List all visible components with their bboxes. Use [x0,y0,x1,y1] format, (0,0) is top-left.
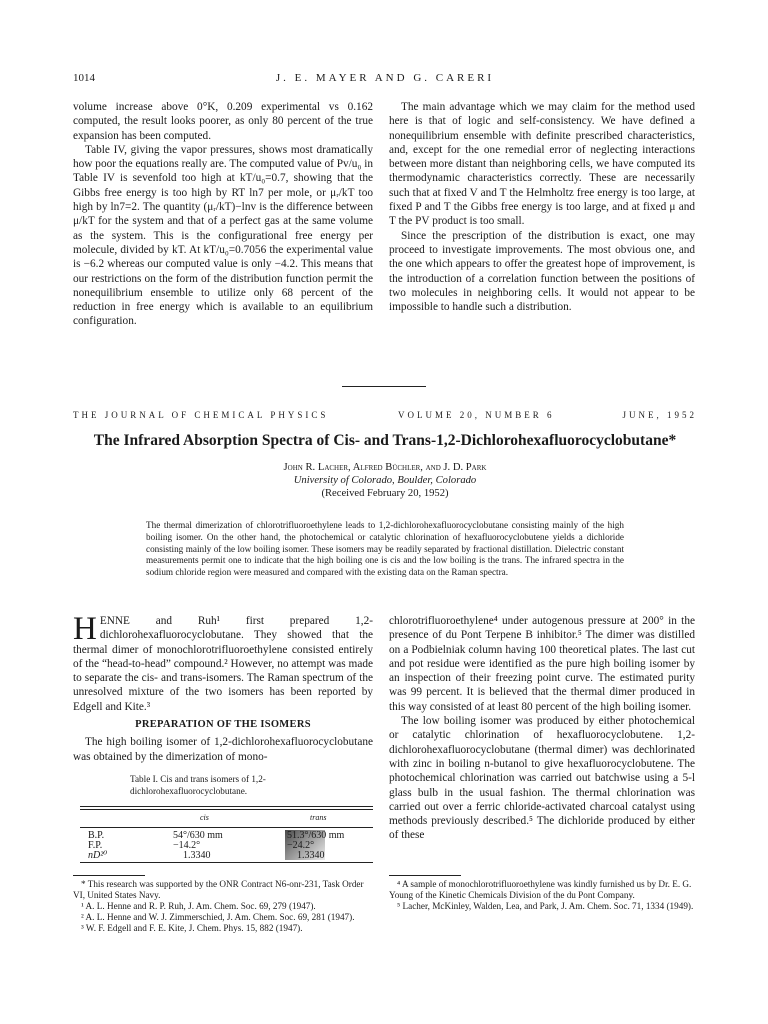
article-separator-rule [342,386,426,387]
table-header-trans: trans [310,813,327,822]
table-row-label: nD²⁰ [88,850,108,861]
previous-article-left-column [73,100,373,329]
journal-volume: VOLUME 20, NUMBER 6 [398,410,555,420]
table-cell: 51.3°/630 mm [287,830,345,841]
drop-cap: H [73,611,97,647]
journal-date: JUNE, 1952 [622,410,697,420]
paragraph: The low boiling isomer was produced by either photochemical or catalytic chlorination of hexafluorocyclobutene. 1,2-dichlorohexafluorocyclobutane (thermal dimer) was dechlorinated with zinc in boiling n-butanol to give hexafluorocyclobutene. The photochemical chlorination was carried out batchwise using a 5-l glass bulb in the usual fashion. The thermal chlorination was carried out over a ferric chloride-activated charcoal catalyst using methods previously described.⁵ The dichloride produced by either of these [389,715,695,842]
running-head-authors: J. E. MAYER AND G. CARERI [275,72,495,84]
journal-name: THE JOURNAL OF CHEMICAL PHYSICS [73,410,329,420]
byline [73,461,697,500]
table-header-cis: cis [200,813,209,822]
table-rule [80,827,373,828]
footnote: ¹ A. L. Henne and R. P. Ruh, J. Am. Chem. Soc. 69, 279 (1947). [81,901,316,911]
paragraph: volume increase above 0°K, 0.209 experimental vs 0.162 computed, the result looks poorer, as only 80 percent of the true expansion has been computed. [73,101,373,142]
body-right-column [389,614,695,843]
footnote-rule [73,875,145,876]
received-date: (Received February 20, 1952) [321,488,449,499]
intro-text: ENNE and Ruh¹ first prepared 1,2-dichlorohexafluorocyclobutane. They showed that the thermal dimer of monochlorotrifluoroethylene consisted entirely of the “head-to-head” compound.² However, no attempt was made to separate the cis- and trans-isomers. The Raman spectrum of the unresolved mixture of the two isomers has been reported by Edgell and Kite.³ [73,615,373,713]
footnotes-left [73,879,373,934]
article-authors: John R. Lacher, Alfred Büchler, and J. D. Park [283,462,487,473]
article-title: The Infrared Absorption Spectra of Cis- and Trans-1,2-Dichlorohexafluorocyclobutane* [93,432,677,449]
table-row-label: B.P. [88,830,105,841]
table-rule [80,862,373,863]
footnote: ⁵ Lacher, McKinley, Walden, Lea, and Park, J. Am. Chem. Soc. 71, 1334 (1949). [397,901,694,911]
table-rule [80,806,373,807]
paragraph: Table IV, giving the vapor pressures, shows most dramatically how poor the equations really are. The computed value of Pv/u₀ in Table IV is sevenfold too high at kT/u₀=0.7, showing that the Gibbs free energy is too high by RT ln7 per mole, or μᵣ/kT too high by ln7=2. The quantity (μᵣ/kT)−lnv is the difference between μ/kT for the system and that of a perfect gas at the same volume as the system. This is the configurational free energy per molecule, divided by kT. At kT/u₀=0.7056 the experimental value is −6.2 whereas our computed value is only −4.2. This means that our restrictions on the form of the distribution function permit the nonequilibrium ensemble to utilize only 68 percent of the reduction in free energy which is available to an equilibrium configuration. [73,143,373,328]
table-caption: Table I. Cis and trans isomers of 1,2-dichlorohexafluorocyclobutane. [130,774,266,796]
footnote: ⁴ A sample of monochlorotrifluoroethylene was kindly furnished us by Dr. E. G. Young of the Kinetic Chemicals Division of the du Pont Company. [389,879,692,900]
previous-article-right-column [389,100,695,314]
affiliation: University of Colorado, Boulder, Colorado [293,475,477,486]
section-heading: PREPARATION OF THE ISOMERS [135,719,311,731]
paragraph: The high boiling isomer of 1,2-dichlorohexafluorocyclobutane was obtained by the dimerization of mono- [73,736,373,763]
paragraph: The main advantage which we may claim for the method used here is that of logic and self-consistency. We have defined a nonequilibrium ensemble with definite prescribed characteristics, and, except for the one remedial error of neglecting interactions between more distant than neighboring cells, we have computed its thermodynamic characteristics correctly. These are necessarily such that at fixed V and T the Helmholtz free energy is too large, at fixed P and T the Gibbs free energy is too large, and at fixed μ and T the PV product is too small. [389,101,695,228]
footnotes-right [389,879,695,912]
table-cell: 1.3340 [297,850,325,861]
table-cell: 1.3340 [183,850,211,861]
footnote: ³ W. F. Edgell and F. E. Kite, J. Chem. Phys. 15, 882 (1947). [81,923,303,933]
footnote: ² A. L. Henne and W. J. Zimmerschied, J. Am. Chem. Soc. 69, 281 (1947). [81,912,355,922]
abstract: The thermal dimerization of chlorotrifluoroethylene leads to 1,2-dichlorohexafluorocyclobutane consisting mainly of the high boiling isomer. On the other hand, the photochemical or catalytic chlorination of hexafluorocyclobutene yields a dichloride consisting mainly of the low boiling isomer. These isomers may be readily separated by fractional distillation. Dielectric constant measurements permit one to indicate that the high boiling one is cis and the low boiling is the trans. The infrared spectra in the sodium chloride region were measured and compared with the existing data on the Raman spectra. [146,520,624,578]
table-cell: −24.2° [287,840,315,851]
page-number: 1014 [73,72,95,84]
table-rule [80,809,373,810]
table-cell: 54°/630 mm [173,830,223,841]
footnote: * This research was supported by the ONR Contract N6-onr-231, Task Order VI, United States Navy. [73,879,364,900]
paragraph: chlorotrifluoroethylene⁴ under autogenous pressure at 200° in the presence of du Pont Terpene B inhibitor.⁵ The dimer was distilled on a Podbielniak column having 100 theoretical plates. The last cut and pot residue were identified as the pure high boiling isomer by an inspection of their freezing point curve. The estimated purity was 99 percent. It is believed that the thermal dimer produced in this way consisted of at least 80 percent of the high boiling isomer. [389,615,695,713]
table-row-label: F.P. [88,840,103,851]
intro-paragraph [73,611,373,714]
footnote-rule [389,875,461,876]
body-left-column [73,611,373,764]
running-head [73,72,697,88]
table-cell: −14.2° [173,840,201,851]
paragraph: Since the prescription of the distribution is exact, one may proceed to investigate improvements. The most obvious one, and the one which appears to offer the greatest hope of improvement, is the introduction of a correlation function between the positions of two molecules in neighboring cells. It would not appear to be impossible to handle such a distribution. [389,229,695,314]
